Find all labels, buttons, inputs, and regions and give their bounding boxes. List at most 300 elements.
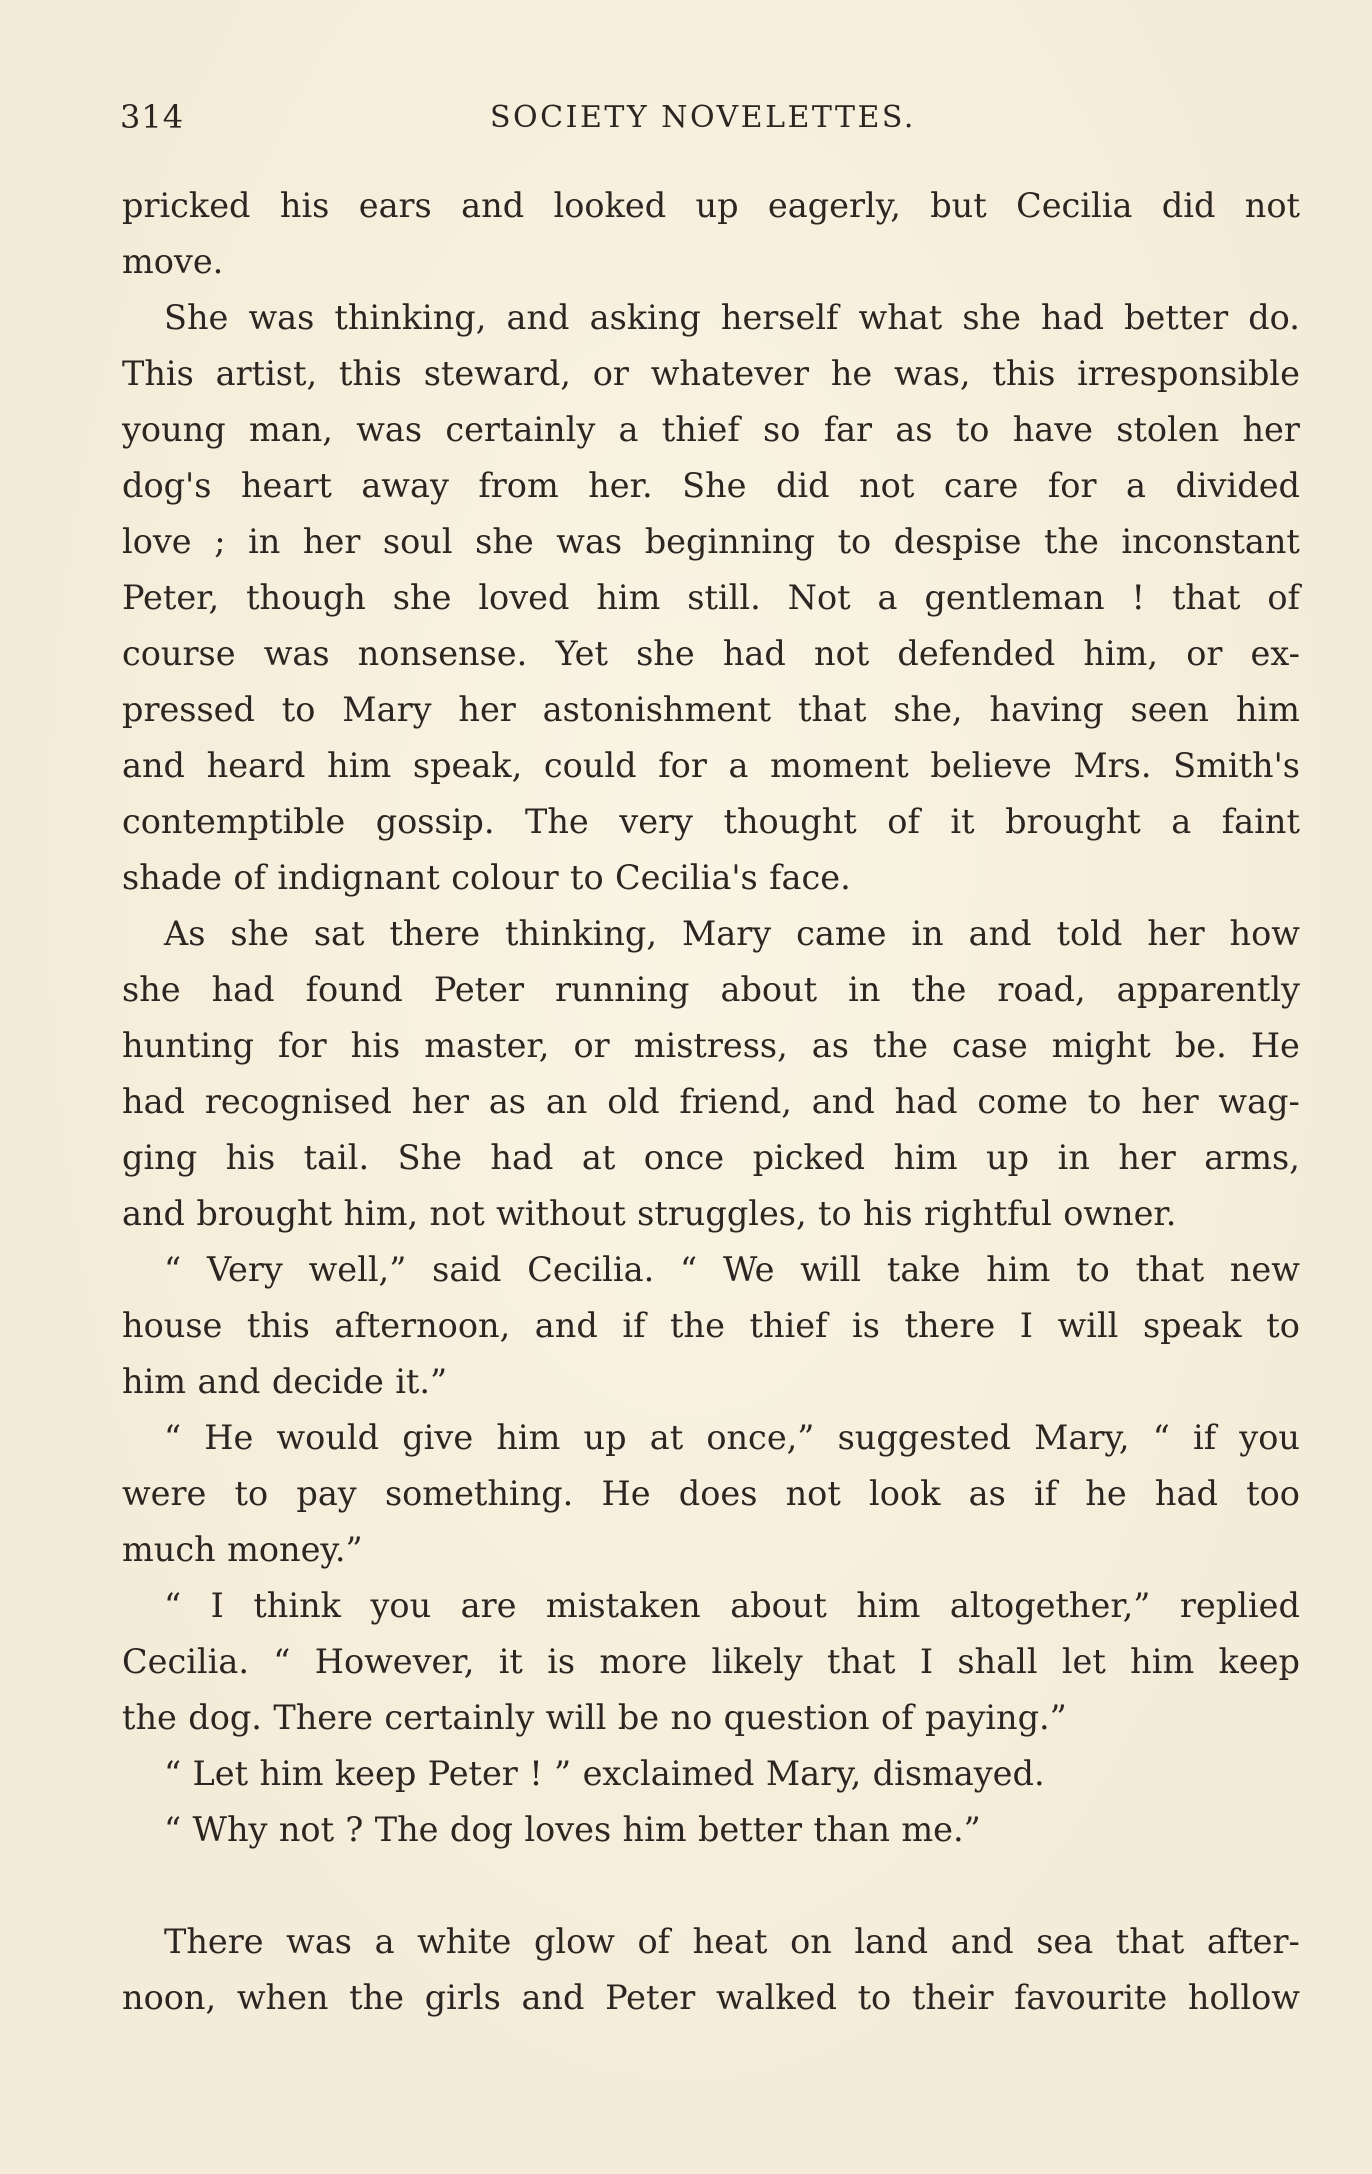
word: was bbox=[286, 1922, 352, 1961]
word: Mary bbox=[681, 914, 772, 953]
word: apparently bbox=[1116, 970, 1300, 1009]
word: whatever bbox=[650, 354, 810, 393]
running-head: SOCIETY NOVELETTES. bbox=[490, 100, 916, 135]
word: walked bbox=[715, 1978, 837, 2017]
word: exclaimed bbox=[582, 1754, 755, 1793]
word: it.” bbox=[395, 1362, 448, 1401]
word: him bbox=[122, 1362, 187, 1401]
word: her bbox=[1147, 914, 1205, 953]
word: might bbox=[1051, 1026, 1151, 1065]
word: case bbox=[951, 1026, 1028, 1065]
word: Mary, bbox=[765, 1754, 862, 1793]
word: an bbox=[545, 1082, 588, 1121]
word: him bbox=[327, 746, 392, 785]
text-line bbox=[122, 514, 1300, 570]
word: “ bbox=[164, 1754, 182, 1793]
text-line bbox=[122, 962, 1300, 1018]
word: that bbox=[1171, 578, 1241, 617]
word: could bbox=[543, 746, 637, 785]
word: shade bbox=[122, 858, 223, 897]
word: “ bbox=[164, 1250, 182, 1289]
word: Let bbox=[192, 1754, 249, 1793]
word: not bbox=[429, 1194, 485, 1233]
text-line bbox=[122, 1634, 1300, 1690]
word: up bbox=[695, 186, 739, 225]
word: herself bbox=[720, 298, 839, 337]
word: to bbox=[818, 1194, 852, 1233]
word: running bbox=[555, 970, 690, 1009]
word: faint bbox=[1221, 802, 1300, 841]
word: him bbox=[1130, 1642, 1195, 1681]
word: gentleman bbox=[924, 578, 1105, 617]
word: her bbox=[1242, 410, 1300, 449]
word: the bbox=[1043, 522, 1099, 561]
word: not bbox=[278, 1810, 335, 1849]
word: believe bbox=[930, 746, 1052, 785]
word: him bbox=[1235, 690, 1300, 729]
text-line bbox=[122, 1298, 1300, 1354]
text-line bbox=[122, 1578, 1300, 1634]
word: away bbox=[361, 466, 449, 505]
word: Mrs. bbox=[1073, 746, 1152, 785]
text-line bbox=[122, 1354, 1300, 1410]
word: him bbox=[259, 1754, 324, 1793]
word: on bbox=[790, 1922, 832, 1961]
word: road, bbox=[997, 970, 1086, 1009]
word: that bbox=[827, 1642, 896, 1681]
word: heat bbox=[692, 1922, 768, 1961]
word: she bbox=[230, 914, 289, 953]
word: decide bbox=[271, 1362, 384, 1401]
text-line bbox=[122, 346, 1300, 402]
word: but bbox=[930, 186, 987, 225]
word: Peter bbox=[433, 970, 524, 1009]
word: if bbox=[1193, 1418, 1217, 1457]
word: far bbox=[823, 410, 873, 449]
text-line bbox=[122, 1802, 1300, 1858]
word: his bbox=[863, 1194, 913, 1233]
word: him bbox=[496, 1418, 561, 1457]
word: very bbox=[619, 802, 693, 841]
word: thinking, bbox=[505, 914, 658, 953]
word: you bbox=[1239, 1418, 1300, 1457]
word: question bbox=[723, 1698, 870, 1737]
word: him bbox=[893, 1138, 958, 1177]
word: does bbox=[678, 1474, 758, 1513]
word: what bbox=[858, 298, 943, 337]
word: The bbox=[374, 1810, 439, 1849]
word: looked bbox=[553, 186, 667, 225]
word: had bbox=[1154, 1474, 1218, 1513]
word: in bbox=[848, 970, 881, 1009]
word: had bbox=[894, 1082, 958, 1121]
word: in bbox=[1057, 1138, 1090, 1177]
word: would bbox=[276, 1418, 380, 1457]
word: to bbox=[234, 1474, 269, 1513]
word: did bbox=[775, 466, 830, 505]
word: We bbox=[722, 1250, 775, 1289]
word: stolen bbox=[1116, 410, 1220, 449]
word: wag- bbox=[1218, 1082, 1300, 1121]
word: found bbox=[305, 970, 403, 1009]
word: much bbox=[122, 1530, 216, 1569]
word: man, bbox=[248, 410, 333, 449]
word: speak, bbox=[412, 746, 523, 785]
word: heard bbox=[206, 746, 306, 785]
word: dog. bbox=[188, 1698, 262, 1737]
word: of bbox=[1267, 578, 1300, 617]
word: care bbox=[943, 466, 1019, 505]
word: a bbox=[1125, 466, 1146, 505]
text-line bbox=[122, 290, 1300, 346]
section-break bbox=[122, 1858, 1300, 1914]
word: and bbox=[506, 298, 570, 337]
word: the bbox=[349, 1978, 405, 2017]
word: once,” bbox=[706, 1418, 815, 1457]
word: had bbox=[1041, 298, 1104, 337]
word: was, bbox=[894, 354, 971, 393]
word: soul bbox=[382, 522, 453, 561]
word: loved bbox=[478, 578, 570, 617]
word: her bbox=[1118, 1138, 1176, 1177]
word: a bbox=[1171, 802, 1192, 841]
word: thief bbox=[749, 1306, 828, 1345]
text-line bbox=[122, 1074, 1300, 1130]
text-line bbox=[122, 1186, 1300, 1242]
word: of bbox=[637, 1922, 671, 1961]
word: Cecilia bbox=[1016, 186, 1133, 225]
word: rightful bbox=[923, 1194, 1052, 1233]
word: a bbox=[728, 746, 749, 785]
word: shall bbox=[957, 1642, 1038, 1681]
text-line bbox=[122, 1522, 1300, 1578]
word: about bbox=[720, 970, 818, 1009]
word: nonsense. bbox=[357, 634, 528, 673]
text-line bbox=[122, 906, 1300, 962]
word: indignant bbox=[277, 858, 440, 897]
word: likely bbox=[711, 1642, 803, 1681]
word: brought bbox=[1005, 802, 1141, 841]
word: Mary bbox=[342, 690, 432, 729]
word: money.” bbox=[227, 1530, 363, 1569]
word: and bbox=[197, 1362, 261, 1401]
word: loves bbox=[524, 1810, 612, 1849]
word: pricked bbox=[122, 186, 251, 225]
word: paying.” bbox=[924, 1698, 1067, 1737]
word: “ bbox=[1152, 1418, 1170, 1457]
word: still. bbox=[687, 578, 761, 617]
word: sat bbox=[313, 914, 365, 953]
word: him bbox=[856, 1586, 921, 1625]
word: give bbox=[402, 1418, 474, 1457]
word: of bbox=[887, 802, 920, 841]
word: “ bbox=[273, 1642, 291, 1681]
word: and bbox=[950, 1922, 1014, 1961]
word: She bbox=[397, 1138, 462, 1177]
word: that bbox=[798, 690, 867, 729]
word: as bbox=[895, 410, 933, 449]
word: face. bbox=[769, 858, 851, 897]
word: brought bbox=[196, 1194, 333, 1233]
word: as bbox=[968, 1474, 1006, 1513]
text-line bbox=[122, 626, 1300, 682]
word: was bbox=[356, 410, 423, 449]
text-line bbox=[122, 1690, 1300, 1746]
word: did bbox=[1161, 186, 1216, 225]
word: eagerly, bbox=[767, 186, 901, 225]
word: Smith's bbox=[1173, 746, 1300, 785]
word: his bbox=[279, 186, 330, 225]
word: heart bbox=[240, 466, 332, 505]
word: ; bbox=[214, 522, 226, 561]
word: ” bbox=[554, 1754, 572, 1793]
word: he bbox=[1085, 1474, 1127, 1513]
word: hollow bbox=[1187, 1978, 1300, 2017]
page-number: 314 bbox=[120, 98, 185, 136]
word: “ bbox=[164, 1418, 182, 1457]
word: ! bbox=[529, 1754, 543, 1793]
word: I bbox=[210, 1586, 224, 1625]
word: inconstant bbox=[1121, 522, 1300, 561]
word: ex- bbox=[1250, 634, 1300, 673]
word: thought bbox=[723, 802, 857, 841]
word: you bbox=[370, 1586, 432, 1625]
word: her bbox=[1141, 1082, 1199, 1121]
text-line bbox=[122, 458, 1300, 514]
word: and bbox=[521, 1978, 585, 2017]
word: and bbox=[968, 914, 1032, 953]
word: him bbox=[986, 1250, 1051, 1289]
word: how bbox=[1229, 914, 1300, 953]
word: let bbox=[1061, 1642, 1106, 1681]
word: and bbox=[461, 186, 525, 225]
word: asking bbox=[589, 298, 701, 337]
word: though bbox=[246, 578, 366, 617]
word: if bbox=[622, 1306, 646, 1345]
word: more bbox=[599, 1642, 688, 1681]
word: are bbox=[460, 1586, 517, 1625]
word: once bbox=[643, 1138, 725, 1177]
word: ! bbox=[1131, 578, 1146, 617]
word: up bbox=[986, 1138, 1030, 1177]
word: be bbox=[617, 1698, 660, 1737]
text-line bbox=[122, 1242, 1300, 1298]
word: girls bbox=[424, 1978, 501, 2017]
word: told bbox=[1056, 914, 1123, 953]
word: his bbox=[225, 1138, 276, 1177]
word: divided bbox=[1175, 466, 1300, 505]
word: young bbox=[122, 410, 226, 449]
word: than bbox=[813, 1810, 890, 1849]
word: were bbox=[122, 1474, 207, 1513]
word: there bbox=[904, 1306, 996, 1345]
word: to bbox=[1087, 1082, 1122, 1121]
word: will bbox=[800, 1250, 862, 1289]
word: “ bbox=[164, 1810, 182, 1849]
word: He bbox=[1250, 1026, 1300, 1065]
word: come bbox=[977, 1082, 1068, 1121]
word: at bbox=[649, 1418, 684, 1457]
word: There bbox=[164, 1922, 264, 1961]
word: well,” bbox=[308, 1250, 407, 1289]
word: dog bbox=[449, 1810, 513, 1849]
word: love bbox=[122, 522, 192, 561]
word: favourite bbox=[1014, 1978, 1168, 2017]
word: about bbox=[730, 1586, 827, 1625]
word: her. bbox=[588, 466, 653, 505]
word: not bbox=[785, 1474, 841, 1513]
word: There bbox=[273, 1698, 373, 1737]
word: for bbox=[278, 1026, 327, 1065]
word: Why bbox=[192, 1810, 268, 1849]
word: ging bbox=[122, 1138, 198, 1177]
word: “ bbox=[164, 1586, 182, 1625]
word: her bbox=[302, 522, 361, 561]
word: do. bbox=[1248, 298, 1300, 337]
word: Cecilia's bbox=[615, 858, 758, 897]
word: Cecilia. bbox=[122, 1642, 249, 1681]
word: moment bbox=[770, 746, 909, 785]
text-line bbox=[122, 178, 1300, 234]
word: her bbox=[458, 690, 516, 729]
word: I bbox=[1019, 1306, 1033, 1345]
word: not bbox=[814, 634, 870, 673]
word: new bbox=[1229, 1250, 1300, 1289]
word: Yet bbox=[555, 634, 608, 673]
word: friend, bbox=[679, 1082, 792, 1121]
word: to bbox=[837, 522, 872, 561]
text-line bbox=[122, 738, 1300, 794]
word: dog's bbox=[122, 466, 212, 505]
word: pressed bbox=[122, 690, 255, 729]
word: arms, bbox=[1204, 1138, 1300, 1177]
text-line bbox=[122, 570, 1300, 626]
word: had bbox=[211, 970, 275, 1009]
word: As bbox=[164, 914, 206, 953]
word: that bbox=[1115, 1922, 1185, 1961]
word: at bbox=[581, 1138, 616, 1177]
word: She bbox=[164, 298, 229, 337]
word: or bbox=[592, 354, 629, 393]
word: the bbox=[670, 1306, 725, 1345]
word: master, bbox=[424, 1026, 550, 1065]
word: not bbox=[859, 466, 915, 505]
word: look bbox=[869, 1474, 941, 1513]
word: irresponsible bbox=[1077, 354, 1300, 393]
word: is bbox=[547, 1642, 576, 1681]
word: he bbox=[830, 354, 873, 393]
word: as bbox=[811, 1026, 849, 1065]
word: me.” bbox=[901, 1810, 981, 1849]
word: Peter bbox=[605, 1978, 696, 2017]
word: house bbox=[122, 1306, 223, 1345]
word: tail. bbox=[303, 1138, 370, 1177]
word: is bbox=[852, 1306, 880, 1345]
word: she bbox=[636, 634, 695, 673]
word: speak bbox=[1142, 1306, 1242, 1345]
word: will bbox=[1057, 1306, 1119, 1345]
word: to bbox=[1266, 1306, 1300, 1345]
word: this bbox=[246, 1306, 310, 1345]
word: She bbox=[682, 466, 747, 505]
word: and bbox=[122, 1194, 185, 1233]
word: This bbox=[122, 354, 194, 393]
word: a bbox=[618, 410, 639, 449]
word: had bbox=[122, 1082, 185, 1121]
word: had bbox=[490, 1138, 554, 1177]
text-line bbox=[122, 1130, 1300, 1186]
word: from bbox=[478, 466, 559, 505]
word: mistress, bbox=[633, 1026, 788, 1065]
word: keep bbox=[1218, 1642, 1300, 1681]
text-line bbox=[122, 850, 1300, 906]
word: his bbox=[350, 1026, 401, 1065]
word: was bbox=[263, 634, 330, 673]
word: if bbox=[1033, 1474, 1058, 1513]
word: up bbox=[583, 1418, 627, 1457]
word: picked bbox=[752, 1138, 866, 1177]
word: altogether,” bbox=[949, 1586, 1151, 1625]
word: Peter bbox=[427, 1754, 518, 1793]
word: ? bbox=[345, 1810, 364, 1849]
word: owner. bbox=[1063, 1194, 1177, 1233]
word: struggles, bbox=[637, 1194, 807, 1233]
word: better bbox=[1124, 298, 1229, 337]
word: have bbox=[1012, 410, 1093, 449]
word: him bbox=[622, 1810, 687, 1849]
word: suggested bbox=[837, 1418, 1011, 1457]
word: said bbox=[432, 1250, 502, 1289]
word: was bbox=[556, 522, 623, 561]
text-line bbox=[122, 1970, 1300, 2026]
word: to bbox=[1076, 1250, 1110, 1289]
word: had bbox=[722, 634, 786, 673]
word: He bbox=[601, 1474, 651, 1513]
word: Mary, bbox=[1034, 1418, 1130, 1457]
word: a bbox=[374, 1922, 395, 1961]
word: Very bbox=[206, 1250, 283, 1289]
word: him bbox=[596, 578, 661, 617]
word: course bbox=[122, 634, 236, 673]
word: came bbox=[796, 914, 887, 953]
word: certainly bbox=[445, 410, 596, 449]
word: sea bbox=[1036, 1922, 1094, 1961]
word: in bbox=[248, 522, 281, 561]
word: she, bbox=[893, 690, 963, 729]
word: mistaken bbox=[545, 1586, 701, 1625]
word: without bbox=[496, 1194, 626, 1233]
word: no bbox=[670, 1698, 713, 1737]
word: thinking, bbox=[334, 298, 487, 337]
word: noon, bbox=[122, 1978, 217, 2017]
word: take bbox=[886, 1250, 961, 1289]
word: glow bbox=[533, 1922, 615, 1961]
word: Peter, bbox=[122, 578, 220, 617]
body-text bbox=[122, 178, 1300, 2026]
word: the bbox=[873, 1026, 928, 1065]
word: the bbox=[122, 1698, 177, 1737]
text-line bbox=[122, 234, 1300, 290]
text-line bbox=[122, 402, 1300, 458]
word: there bbox=[389, 914, 481, 953]
word: this bbox=[992, 354, 1056, 393]
word: him, bbox=[1083, 634, 1159, 673]
word: it bbox=[950, 802, 975, 841]
text-line bbox=[122, 1914, 1300, 1970]
word: artist, bbox=[215, 354, 318, 393]
word: and bbox=[534, 1306, 598, 1345]
word: hunting bbox=[122, 1026, 254, 1065]
